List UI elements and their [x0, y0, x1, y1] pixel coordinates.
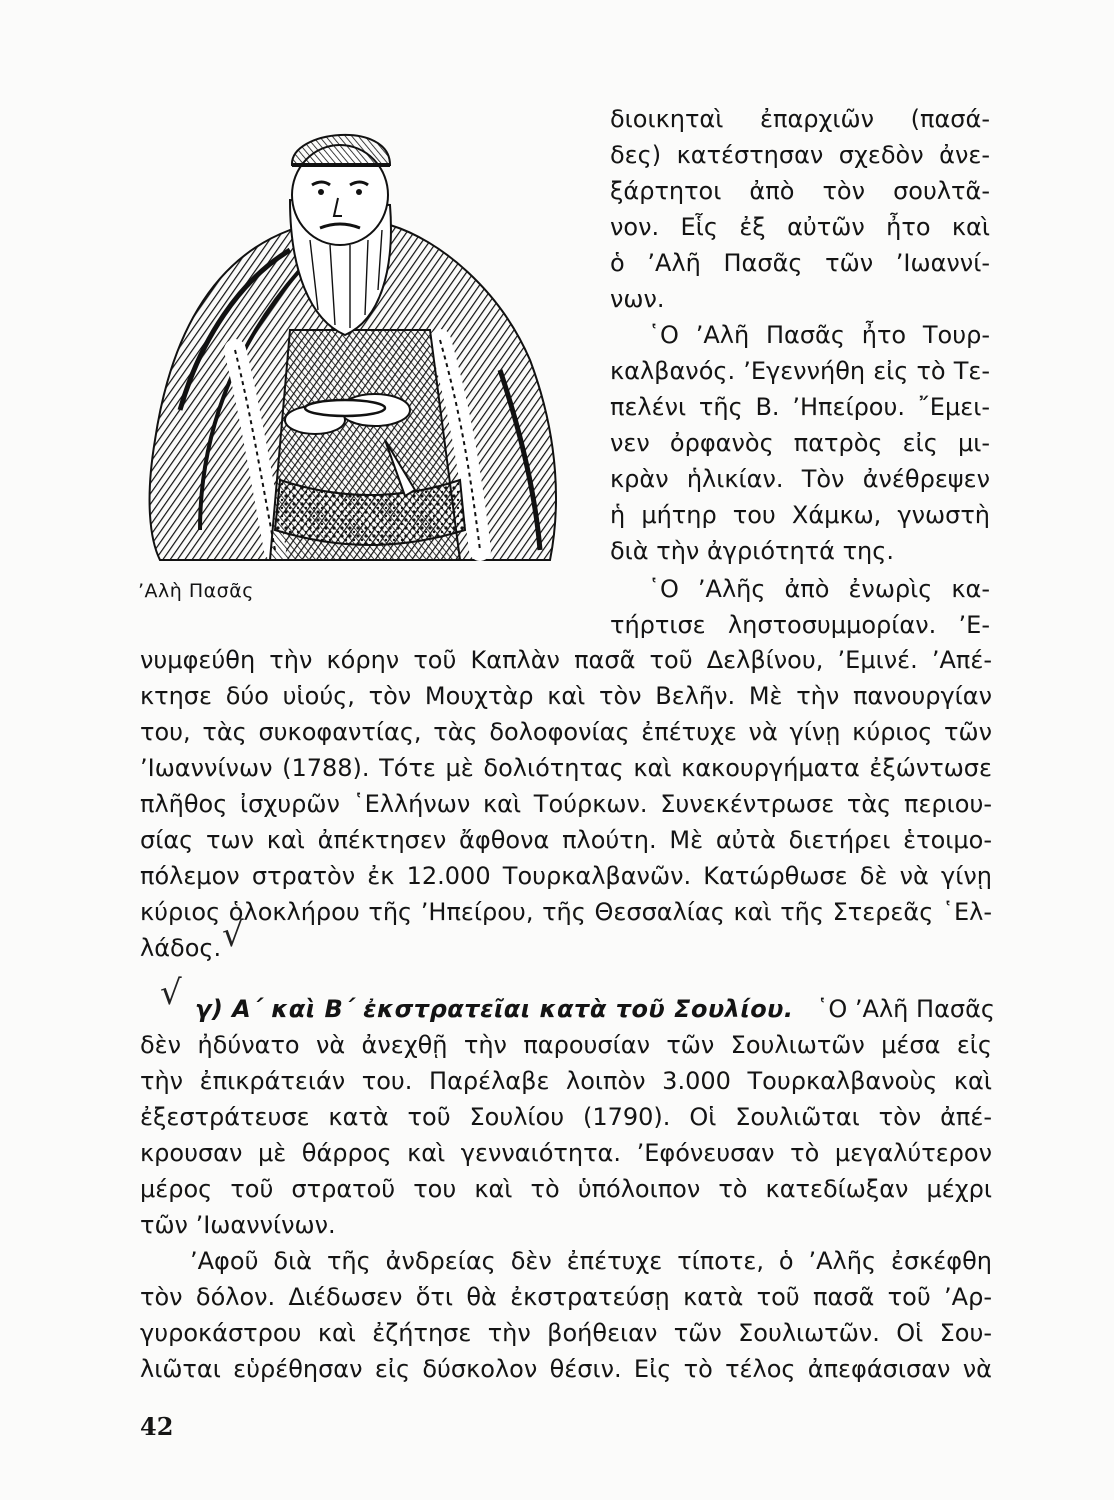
- text-line: τήρτισε ληστοσυμμορίαν. ’Ε-: [610, 611, 990, 639]
- text-line: του, τὰς συκοφαντίας, τὰς δολοφονίας ἐπέτυχε νὰ γίνῃ κύριος τῶν: [140, 718, 992, 746]
- text-line: ῾Ο ’Αλῆς ἀπὸ ἐνωρὶς κα-: [648, 575, 990, 603]
- text-line: ’Ιωαννίνων (1788). Τότε μὲ δολιότητας καὶ κακουργήματα ἐξώντωσε: [140, 754, 992, 782]
- text-line: ῾Ο ’Αλῆ Πασᾶς ἦτο Τουρ-: [648, 321, 990, 349]
- text-line: σίας των καὶ ἀπέκτησεν ἄφθονα πλούτη. Μὲ αὐτὰ διετήρει ἑτοιμο-: [140, 826, 992, 854]
- text-line: κτησε δύο υἱούς, τὸν Μουχτὰρ καὶ τὸν Βελῆν. Μὲ τὴν πανουργίαν: [140, 682, 992, 710]
- text-line: πελένι τῆς Β. ’Ηπείρου. ῎Εμει-: [610, 393, 990, 421]
- text-line: νων.: [610, 285, 665, 313]
- text-line: διοικηταὶ ἐπαρχιῶν (πασά-: [610, 105, 990, 133]
- text-line: δες) κατέστησαν σχεδὸν ἀνε-: [610, 141, 990, 169]
- text-line: τῶν ’Ιωαννίνων.: [140, 1211, 336, 1239]
- text-line: καλβανός. ’Εγεννήθη εἰς τὸ Τε-: [610, 357, 990, 385]
- text-line: ἡ μήτηρ του Χάμκω, γνωστὴ: [610, 501, 990, 529]
- text-line: ξάρτητοι ἀπὸ τὸν σουλτᾶ-: [610, 177, 990, 205]
- text-line: νεν ὀρφανὸς πατρὸς εἰς μι-: [610, 429, 990, 457]
- text-line: λάδος.: [140, 934, 222, 962]
- ali-pasha-portrait: [140, 110, 570, 570]
- text-line: πλῆθος ἰσχυρῶν ῾Ελλήνων καὶ Τούρκων. Συνεκέντρωσε τὰς περιου-: [140, 790, 992, 818]
- text-line: κρουσαν μὲ θάρρος καὶ γενναιότητα. ’Εφόνευσαν τὸ μεγαλύτερον: [140, 1139, 992, 1167]
- text-line: πόλεμον στρατὸν ἐκ 12.000 Τουρκαλβανῶν. Κατώρθωσε δὲ νὰ γίνῃ: [140, 862, 992, 890]
- text-line: λιῶται εὑρέθησαν εἰς δύσκολον θέσιν. Εἰς τὸ τέλος ἀπεφάσισαν νὰ: [140, 1355, 992, 1383]
- section-first-line: [195, 992, 995, 1027]
- section-heading: γ) Α΄ καὶ Β΄ ἐκστρατεῖαι κατὰ τοῦ Σουλίου.: [195, 995, 794, 1023]
- text-line: τὴν ἐπικράτειάν του. Παρέλαβε λοιπὸν 3.000 Τουρκαλβανοὺς καὶ: [140, 1067, 992, 1095]
- text-line: μέρος τοῦ στρατοῦ του καὶ τὸ ὑπόλοιπον τὸ κατεδίωξαν μέχρι: [140, 1175, 992, 1203]
- text-line: ὁ ’Αλῆ Πασᾶς τῶν ’Ιωαννί-: [610, 249, 990, 277]
- text-line: κύριος ὁλοκλήρου τῆς ’Ηπείρου, τῆς Θεσσαλίας καὶ τῆς Στερεᾶς ῾Ελ-: [140, 898, 992, 926]
- text-line: δὲν ἠδύνατο νὰ ἀνεχθῇ τὴν παρουσίαν τῶν Σουλιωτῶν μέσα εἰς: [140, 1031, 992, 1059]
- text-line: γυροκάστρου καὶ ἐζήτησε τὴν βοήθειαν τῶν Σουλιωτῶν. Οἱ Σου-: [140, 1319, 992, 1347]
- text-line: νον. Εἷς ἐξ αὐτῶν ἦτο καὶ: [610, 213, 990, 241]
- text-line: ’Αφοῦ διὰ τῆς ἀνδρείας δὲν ἐπέτυχε τίποτε, ὁ ’Αλῆς ἐσκέφθη: [190, 1247, 992, 1275]
- text-line: ἐξεστράτευσε κατὰ τοῦ Σουλίου (1790). Οἱ Σουλιῶται τὸν ἀπέ-: [140, 1103, 992, 1131]
- portrait-caption: ’Αλὴ Πασᾶς: [138, 580, 254, 602]
- check-mark-icon: √: [160, 973, 182, 1013]
- text-line: νυμφεύθη τὴν κόρην τοῦ Καπλὰν πασᾶ τοῦ Δελβίνου, ’Εμινέ. ’Απέ-: [140, 646, 992, 674]
- check-mark-icon: √: [222, 915, 244, 955]
- text-line: διὰ τὴν ἀγριότητά της.: [610, 537, 894, 565]
- text-fragment: ῾Ο ’Αλῆ Πασᾶς: [816, 995, 995, 1023]
- page-number: 42: [140, 1412, 174, 1441]
- text-line: τὸν δόλον. Διέδωσεν ὅτι θὰ ἐκστρατεύσῃ κατὰ τοῦ πασᾶ τοῦ ’Αρ-: [140, 1283, 992, 1311]
- text-line: κρὰν ἡλικίαν. Τὸν ἀνέθρεψεν: [610, 465, 990, 493]
